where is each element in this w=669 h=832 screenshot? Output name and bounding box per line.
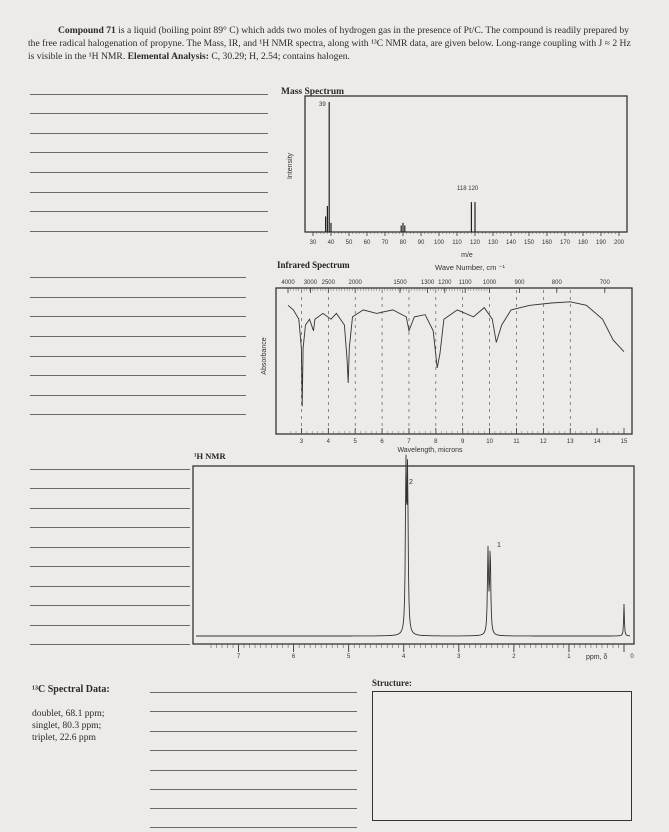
ir-gridlines xyxy=(301,290,570,434)
mass-tick-label: 100 xyxy=(433,240,445,246)
answer-line[interactable] xyxy=(150,808,357,809)
hnmr-unit-label: ppm, δ xyxy=(586,654,608,661)
mass-tick-label: 50 xyxy=(345,240,353,246)
hnmr-tick-label: 7 xyxy=(236,654,241,660)
ir-bottom-tick-label: 3 xyxy=(299,439,304,445)
problem-text-1: is a liquid (boiling point 89° C) which adds two moles of hydrogen gas in the presence of Pt/C. The compound is readily prepared by the free radical halogenation of propyne. The Mass, IR, and xyxy=(28,25,629,49)
mass-tick-label: 140 xyxy=(505,240,517,246)
ir-xlabel: Wavelength, microns xyxy=(397,447,463,454)
problem-text-4: NMR. xyxy=(98,51,128,62)
mass-tick-label: 150 xyxy=(523,240,535,246)
mass-tick-label: 170 xyxy=(559,240,571,246)
mass-tick-label: 110 xyxy=(452,240,462,246)
hnmr-peak-label-1: 1 xyxy=(497,542,501,549)
mass-tick-label: 90 xyxy=(417,240,425,246)
hnmr-title: ¹H NMR xyxy=(194,451,226,461)
ir-top-tick-label: 1200 xyxy=(438,280,452,286)
c13-line: triplet, 22.6 ppm xyxy=(32,732,96,743)
ir-bottom-tick-label: 11 xyxy=(513,439,520,445)
structure-label: Structure: xyxy=(372,678,412,688)
ir-top-tick-label: 1000 xyxy=(482,280,497,286)
mass-tick-label: 180 xyxy=(577,240,589,246)
mass-tick-label: 200 xyxy=(613,240,625,246)
hnmr-peak-label-2: 2 xyxy=(409,479,413,486)
ir-bottom-tick-label: 7 xyxy=(407,439,411,445)
c13-title: ¹³C Spectral Data: xyxy=(32,684,110,695)
mass-tick-label: 70 xyxy=(381,240,389,246)
ir-bottom-tick-label: 8 xyxy=(434,439,438,445)
mass-ylabel: Intensity xyxy=(287,152,294,180)
mass-tick-label: 30 xyxy=(309,240,317,246)
ir-bottom-tick-label: 9 xyxy=(461,439,465,445)
c13-line: doublet, 68.1 ppm; xyxy=(32,708,105,719)
h1-label: ¹H xyxy=(259,38,270,49)
ir-top-tick-label: 2500 xyxy=(321,280,335,286)
mass-peak-label-118-120: 118 120 xyxy=(457,186,479,192)
hnmr-trace xyxy=(196,455,630,636)
answer-line[interactable] xyxy=(150,827,357,828)
hnmr-tick-label: 0 xyxy=(630,654,634,660)
ir-trace xyxy=(288,302,624,406)
answer-line[interactable] xyxy=(150,692,357,693)
mass-bars xyxy=(326,102,475,232)
mass-tick-label: 40 xyxy=(327,240,335,246)
ir-top-tick-label: 900 xyxy=(514,280,525,286)
ir-top-tick-label: 1300 xyxy=(420,280,435,286)
ir-bottom-tick-label: 4 xyxy=(326,439,330,445)
mass-spectrum-frame xyxy=(305,96,627,232)
ir-bottom-tick-label: 15 xyxy=(620,439,628,445)
mass-tick-label: 60 xyxy=(363,240,371,246)
problem-text-2: NMR spectra, along with xyxy=(269,38,371,49)
ir-top-tick-label: 1100 xyxy=(458,280,472,286)
ir-bottom-tick-label: 6 xyxy=(380,439,384,445)
hnmr-tick-label: 4 xyxy=(402,654,406,660)
hnmr-tick-label: 1 xyxy=(567,654,571,660)
compound-label: Compound 71 xyxy=(58,25,116,36)
mass-tick-label: 130 xyxy=(487,240,499,246)
mass-tick-label: 80 xyxy=(399,240,407,246)
ir-top-tick-label: 1500 xyxy=(393,280,407,286)
mass-tick-label: 190 xyxy=(595,240,607,246)
elemental-label: Elemental Analysis: xyxy=(127,51,209,62)
hnmr-tick-label: 3 xyxy=(457,654,461,660)
hnmr-tick-label: 2 xyxy=(512,654,516,660)
c13-data-list xyxy=(32,708,104,744)
elemental-text: C, 30.29; H, 2.54; contains halogen. xyxy=(208,51,350,62)
c13-label: ¹³C xyxy=(370,38,384,49)
ir-bottom-tick-label: 14 xyxy=(593,439,601,445)
answer-line[interactable] xyxy=(150,789,357,790)
answer-line[interactable] xyxy=(150,750,357,751)
ir-frame xyxy=(276,288,632,434)
mass-tick-label: 120 xyxy=(469,240,481,246)
mass-peak-label-39: 39 xyxy=(319,102,326,108)
answer-line[interactable] xyxy=(150,731,357,732)
hnmr-tick-label: 5 xyxy=(346,654,351,660)
ir-bottom-tick-label: 5 xyxy=(353,439,357,445)
ir-top-tick-label: 800 xyxy=(551,280,562,286)
ir-top-tick-label: 4000 xyxy=(281,280,295,286)
problem-text-3: NMR data, are given below. Long-range coupling with J ≈ 2 Hz is visible in the xyxy=(28,38,631,62)
hnmr-frame xyxy=(193,466,634,644)
ir-top-tick-label: 2000 xyxy=(348,280,362,286)
h1-label-2: ¹H xyxy=(88,51,99,62)
mass-spectrum-title: Mass Spectrum xyxy=(281,87,345,97)
ir-bottom-tick-label: 13 xyxy=(566,439,574,445)
ir-bottom-tick-label: 10 xyxy=(486,439,493,445)
hnmr-tick-label: 6 xyxy=(291,654,296,660)
c13-line: singlet, 80.3 ppm; xyxy=(32,720,102,731)
answer-line[interactable] xyxy=(150,711,357,712)
ir-title: Infrared Spectrum xyxy=(277,260,350,270)
ir-ylabel: Absorbance xyxy=(261,337,268,375)
ir-top-tick-label: 700 xyxy=(599,280,610,286)
mass-xlabel: m/e xyxy=(461,252,473,259)
ir-bottom-tick-label: 12 xyxy=(540,439,547,445)
answer-line[interactable] xyxy=(150,770,357,771)
ir-bottom-ticks xyxy=(291,428,628,445)
ir-top-tick-label: 3000 xyxy=(303,280,318,286)
structure-answer-box[interactable] xyxy=(372,691,632,821)
hnmr-ticks xyxy=(211,644,634,660)
mass-ticks xyxy=(310,232,625,246)
ir-top-axis-label: Wave Number, cm ⁻¹ xyxy=(435,263,505,272)
mass-tick-label: 160 xyxy=(541,240,553,246)
ir-top-ticks xyxy=(281,280,610,293)
